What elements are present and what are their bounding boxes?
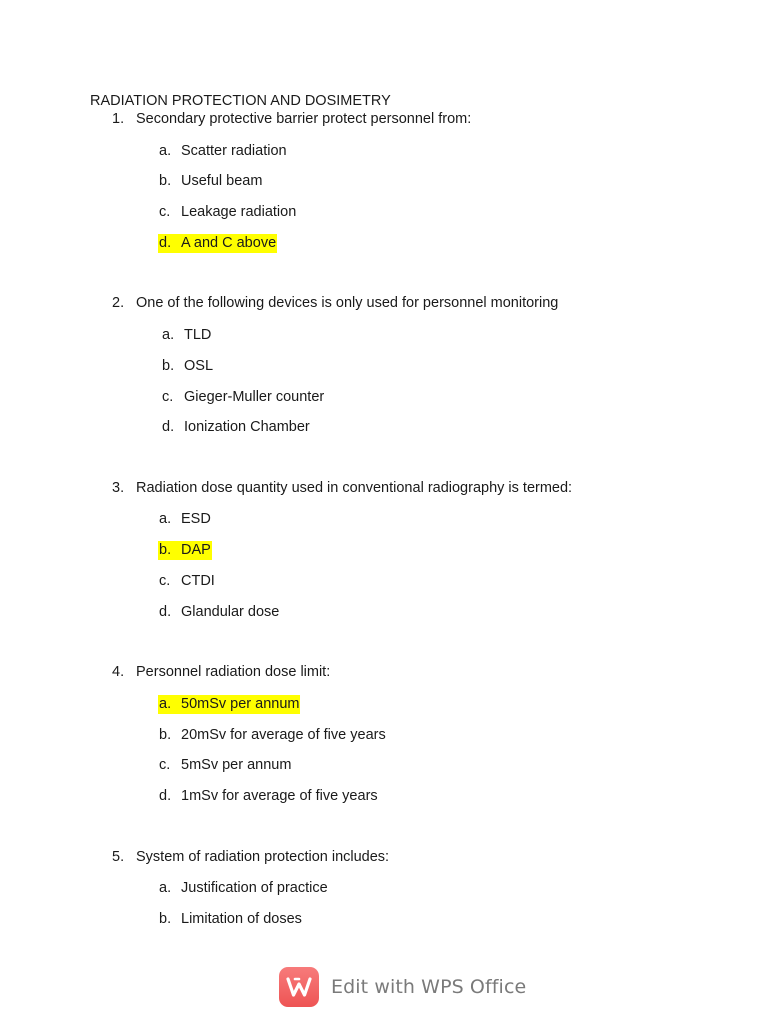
option-3a — [0, 510, 768, 530]
option-text: Ionization Chamber — [184, 419, 310, 435]
option-3b — [0, 541, 768, 561]
option-text: 20mSv for average of five years — [181, 727, 386, 743]
option-1c — [0, 203, 768, 223]
option-text: Glandular dose — [181, 604, 280, 620]
option-text: 1mSv for average of five years — [181, 788, 378, 804]
option-content — [158, 756, 292, 775]
option-text: Limitation of doses — [181, 911, 302, 927]
edit-with-wps-office-label[interactable]: Edit with WPS Office — [331, 976, 527, 998]
option-1b — [0, 172, 768, 192]
option-text: OSL — [184, 358, 214, 374]
option-text: Gieger-Muller counter — [184, 389, 325, 405]
question-number: 3. — [112, 480, 125, 496]
option-4b — [0, 726, 768, 746]
option-content — [161, 357, 214, 376]
wps-w-glyph-icon — [286, 976, 312, 998]
option-2a — [0, 326, 768, 346]
option-letter: c. — [162, 389, 174, 405]
option-content — [158, 172, 263, 191]
option-2d — [0, 418, 768, 438]
option-letter: a. — [162, 327, 175, 343]
option-content — [158, 572, 216, 591]
option-text: ESD — [181, 511, 211, 527]
option-content — [158, 726, 387, 745]
question-number: 1. — [112, 111, 125, 127]
option-content — [158, 142, 288, 161]
option-content — [158, 203, 297, 222]
option-letter: b. — [162, 358, 175, 374]
option-2c — [0, 388, 768, 408]
question-text: Radiation dose quantity used in conventional radiography is termed: — [136, 480, 573, 496]
option-text: Scatter radiation — [181, 143, 287, 159]
option-letter: b. — [159, 542, 172, 558]
option-text: A and C above — [181, 235, 277, 251]
option-text: Useful beam — [181, 173, 263, 189]
option-text: 5mSv per annum — [181, 757, 292, 773]
option-letter: a. — [159, 511, 172, 527]
option-letter: d. — [159, 235, 172, 251]
edit-with-wps-office-banner[interactable] — [279, 965, 526, 1009]
option-4a — [0, 695, 768, 715]
option-letter: b. — [159, 911, 172, 927]
option-1a — [0, 142, 768, 162]
question-text: System of radiation protection includes: — [136, 849, 390, 865]
option-content — [158, 879, 329, 898]
option-4c — [0, 756, 768, 776]
option-letter: b. — [159, 727, 172, 743]
highlighted-option-content — [158, 695, 300, 714]
option-content — [158, 603, 280, 622]
option-letter: d. — [159, 604, 172, 620]
option-3d — [0, 603, 768, 623]
option-letter: c. — [159, 573, 171, 589]
option-text: Leakage radiation — [181, 204, 297, 220]
option-text: TLD — [184, 327, 212, 343]
question-text: One of the following devices is only used for personnel monitoring — [136, 295, 559, 311]
option-content — [158, 787, 379, 806]
question-text: Personnel radiation dose limit: — [136, 664, 331, 680]
option-text: 50mSv per annum — [181, 696, 300, 712]
highlighted-option-content — [158, 541, 212, 560]
option-content — [161, 388, 325, 407]
option-content — [158, 910, 303, 929]
option-letter: a. — [159, 696, 172, 712]
option-content — [158, 510, 212, 529]
option-5a — [0, 879, 768, 899]
question-number: 4. — [112, 664, 125, 680]
option-text: CTDI — [181, 573, 215, 589]
question-text: Secondary protective barrier protect personnel from: — [136, 111, 472, 127]
option-letter: b. — [159, 173, 172, 189]
option-text: Justification of practice — [181, 880, 328, 896]
wps-office-logo-icon — [279, 967, 319, 1007]
option-3c — [0, 572, 768, 592]
option-letter: a. — [159, 143, 172, 159]
option-letter: d. — [159, 788, 172, 804]
option-letter: a. — [159, 880, 172, 896]
option-1d — [0, 234, 768, 254]
option-2b — [0, 357, 768, 377]
highlighted-option-content — [158, 234, 277, 253]
option-4d — [0, 787, 768, 807]
option-content — [161, 418, 311, 437]
question-number: 2. — [112, 295, 125, 311]
option-5b — [0, 910, 768, 930]
document-title: RADIATION PROTECTION AND DOSIMETRY — [90, 93, 391, 109]
option-content — [161, 326, 212, 345]
option-letter: c. — [159, 757, 171, 773]
option-text: DAP — [181, 542, 211, 558]
option-letter: d. — [162, 419, 175, 435]
question-number: 5. — [112, 849, 125, 865]
option-letter: c. — [159, 204, 171, 220]
